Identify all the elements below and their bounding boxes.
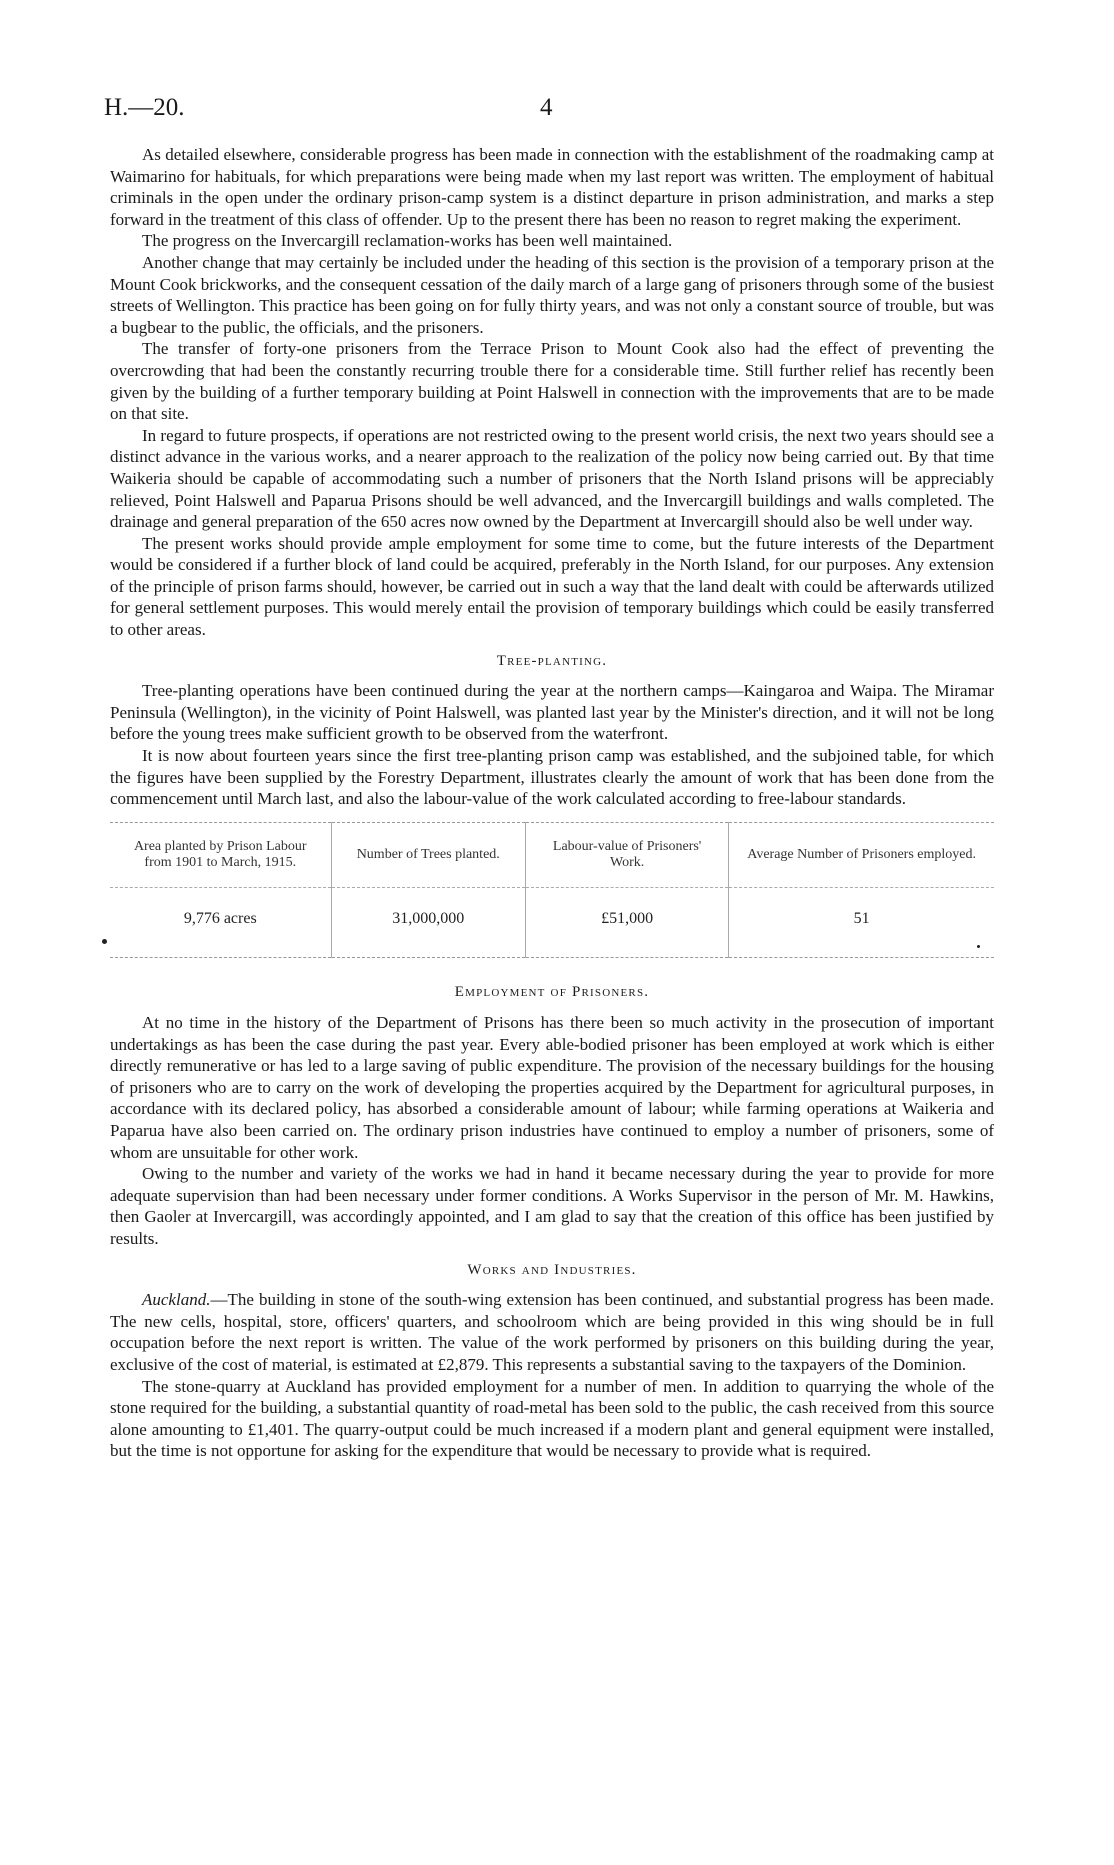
paragraph-auckland [110,1289,994,1375]
cell-average-prisoners: 51 [729,887,994,958]
paragraph-present-works: The present works should provide ample employment for some time to come, but the future interests of the Department would be considered if a further block of land could be acquired, preferably in the North Island, for our purposes. Any extension of the principle of prison farms should, however, be carried out in such a way that the land dealt with could be afterwards utilized for general settlement purposes. This would merely entail the provision of temporary buildings which could be easily transferred to other areas. [110,533,994,640]
cell-area: 9,776 acres [183,909,257,927]
paragraph-waimarino: As detailed elsewhere, considerable progress has been made in connection with the establishment of the roadmaking camp at Waimarino for habituals, for which preparations were being made when my last report was written. The employment of habitual criminals in the open under the ordinary prison-camp system is a distinct departure in prison administration, and marks a step forward in the treatment of this class of offender. Up to the present there has been no reason to regret making the experiment. [110,145,994,229]
header-labour-value: Labour-value of Prisoners' Work. [525,822,728,887]
paragraph-terrace-transfer: The transfer of forty-one prisoners from the Terrace Prison to Mount Cook also had the effect of preventing the overcrowding that had been the constantly recurring trouble there for a considerable time. Still further relief has recently been given by the building of a further temporary building at Point Halswell in connection with the improvements that are to be made on that site. [110,339,994,424]
header-trees-planted: Number of Trees planted. [331,822,525,887]
header-average-prisoners: Average Number of Prisoners employed. [729,822,994,887]
section-heading-employment: Employment of Prisoners. [454,984,650,1001]
table-header-row [110,822,994,887]
paragraph-future-prospects: In regard to future prospects, if operations are not restricted owing to the present world crisis, the next two years should see a distinct advance in the various works, and a nearer approach to the realization of the policy now being carried out. By that time Waikeria should be capable of accommodating such a number of prisoners that the North Island prisons will be appreciably relieved, Point Halswell and Paparua Prisons should be well advanced, and the Invercargill buildings and walls completed. The drainage and general preparation of the 650 acres now owned by the Department at Invercargill should also be well under way. [110,425,994,532]
tree-planting-table-wrap [110,822,994,959]
cell-labour-value: £51,000 [525,887,728,958]
page-number: 4 [540,94,553,121]
paragraph-tree-operations: Tree-planting operations have been continued during the year at the northern camps—Kaingaroa and Waipa. The Miramar Peninsula (Wellington), in the vicinity of Point Halswell, was planted last year by the Minister's direction, and it will not be long before the young trees make sufficient growth to be observed from the waterfront. [110,681,994,744]
auckland-text: —The building in stone of the south-wing extension has been continued, and substantial progress has been made. The new cells, hospital, store, officers' quarters, and schoolroom which are being provided in this wing should be in full occupation before the next report is written. The value of the work performed by prisoners on this building during the year, exclusive of the cost of material, is estimated at £2,879. This represents a substantial saving to the taxpayers of the Dominion. [110,1290,994,1374]
page-header [104,94,1004,124]
paragraph-stone-quarry: The stone-quarry at Auckland has provided employment for a number of men. In addition to quarrying the whole of the stone required for the building, a substantial quantity of road-metal has been sold to the public, the cash received from this source alone amounting to £1,401. The quarry-output could be much increased if a modern plant and general equipment were installed, but the time is not opportune for asking for the expenditure that would be necessary to provide what is required. [110,1376,994,1461]
cell-trees: 31,000,000 [331,887,525,958]
paragraph-mount-cook: Another change that may certainly be included under the heading of this section is the provision of a temporary prison at the Mount Cook brickworks, and the consequent cessation of the daily march of a large gang of prisoners through some of the busiest streets of Wellington. This practice has been going on for fully thirty years, and was not only a constant source of trouble, but was a bugbear to the public, the officials, and the prisoners. [110,252,994,337]
section-heading-tree-planting: Tree-planting. [496,652,608,669]
table-row [110,887,994,958]
report-reference: H.—20. [104,94,185,121]
paragraph-works-supervisor: Owing to the number and variety of the works we had in hand it became necessary during the year to provide for more adequate supervision than had been necessary under former conditions. A Works Supervisor in the person of Mr. M. Hawkins, then Gaoler at Invercargill, was accordingly appointed, and I am glad to say that the creation of this office has been justified by results. [110,1164,994,1248]
document-body [110,144,994,1462]
paragraph-employment-activity: At no time in the history of the Department of Prisons has there been so much activity in the prosecution of important undertakings as has been the case during the past year. Every able-bodied prisoner has been employed at work which is either directly remunerative or has led to a large saving of public expenditure. The provision of the necessary buildings for the housing of prisoners who are to carry on the work of developing the properties acquired by the Department for agricultural purposes, in accordance with its declared policy, has absorbed a considerable amount of labour; while farming operations at Waikeria and Paparua have also been carried on. The ordinary prison industries have continued to employ a number of prisoners, some of whom are unsuitable for other work. [110,1013,994,1162]
auckland-label: Auckland. [142,1290,211,1310]
paragraph-tree-history: It is now about fourteen years since the first tree-planting prison camp was established, and the subjoined table, for which the figures have been supplied by the Forestry Department, illustrates clearly the amount of work that has been done from the commencement until March last, and also the labour-value of the work calculated according to free-labour standards. [110,746,994,809]
paragraph-invercargill: The progress on the Invercargill reclamation-works has been well maintained. [142,231,673,251]
tree-planting-table [110,822,994,959]
section-heading-works: Works and Industries. [467,1261,637,1278]
ink-speck [102,939,107,944]
header-area-planted: Area planted by Prison Labour from 1901 to March, 1915. [110,822,331,887]
